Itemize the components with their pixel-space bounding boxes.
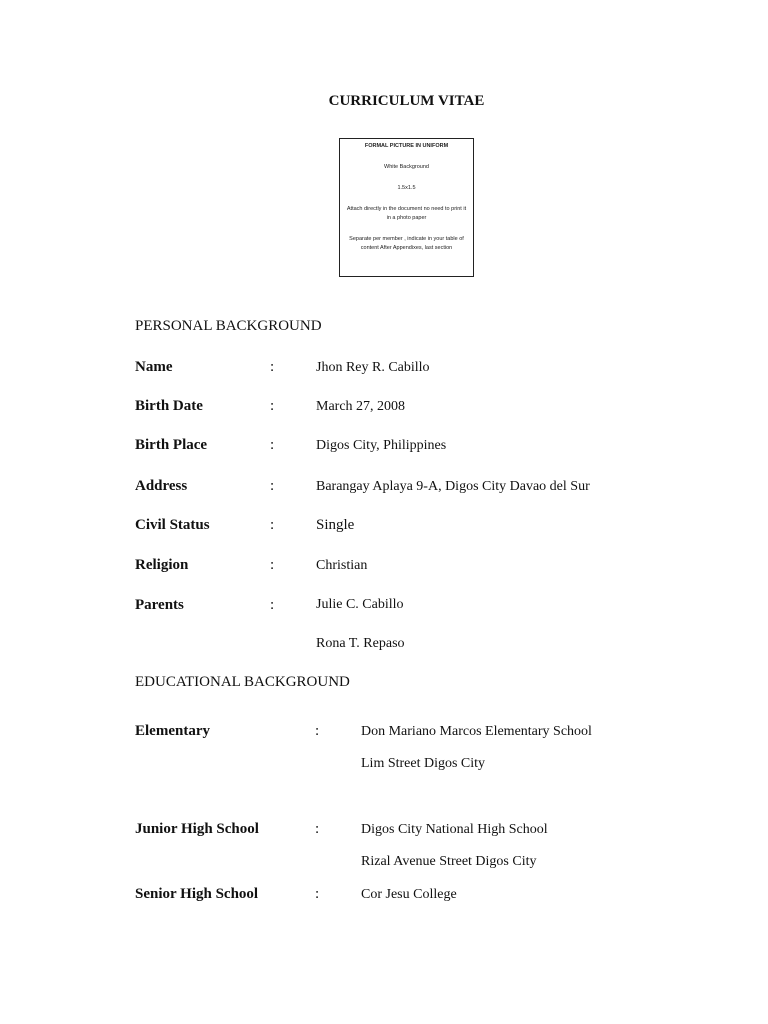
name-value: Jhon Rey R. Cabillo [316, 360, 430, 375]
parents-label: Parents [135, 597, 184, 613]
parent-second-value: Rona T. Repaso [316, 636, 405, 651]
civil-status-value: Single [316, 517, 355, 533]
religion-label: Religion [135, 557, 189, 573]
address-value: Barangay Aplaya 9-A, Digos City Davao del Sur [316, 479, 590, 494]
birth-date-value: March 27, 2008 [316, 399, 406, 414]
parents-colon: : [270, 597, 275, 613]
birth-date-colon: : [270, 398, 275, 414]
address-colon: : [270, 478, 275, 494]
personal-background-heading: PERSONAL BACKGROUND [135, 318, 322, 334]
religion-value: Christian [316, 558, 368, 573]
junior-high-colon: : [315, 821, 320, 837]
religion-colon: : [270, 557, 275, 573]
elementary-colon: : [315, 723, 320, 739]
civil-status-colon: : [270, 517, 275, 533]
birth-date-label: Birth Date [135, 398, 203, 414]
name-label: Name [135, 359, 173, 375]
senior-high-label: Senior High School [135, 886, 259, 902]
photo-note-separate: Separate per member , indicate in your table of content After Appendixes, last section [349, 236, 464, 251]
photo-note-attach: Attach directly in the document no need to print it in a photo paper [346, 206, 467, 221]
educational-background-heading: EDUCATIONAL BACKGROUND [135, 674, 350, 690]
civil-status-label: Civil Status [135, 517, 210, 533]
junior-high-address-value: Rizal Avenue Street Digos City [361, 854, 537, 869]
photo-note-background: White Background [384, 164, 429, 170]
photo-note-title: FORMAL PICTURE IN UNIFORM [364, 143, 449, 149]
elementary-address-value: Lim Street Digos City [361, 756, 486, 771]
address-label: Address [135, 478, 188, 494]
document-title: CURRICULUM VITAE [328, 93, 485, 109]
junior-high-label: Junior High School [135, 821, 259, 837]
birth-place-value: Digos City, Philippines [316, 438, 447, 453]
senior-high-school-value: Cor Jesu College [361, 887, 457, 902]
birth-place-label: Birth Place [135, 437, 208, 453]
elementary-school-value: Don Mariano Marcos Elementary School [361, 724, 592, 739]
photo-placeholder [339, 138, 474, 277]
name-colon: : [270, 359, 275, 375]
parent-mother-value: Julie C. Cabillo [316, 597, 404, 612]
junior-high-school-value: Digos City National High School [361, 822, 548, 837]
senior-high-colon: : [315, 886, 320, 902]
elementary-label: Elementary [135, 723, 210, 739]
birth-place-colon: : [270, 437, 275, 453]
photo-note-size: 1.5x1.5 [397, 185, 416, 191]
